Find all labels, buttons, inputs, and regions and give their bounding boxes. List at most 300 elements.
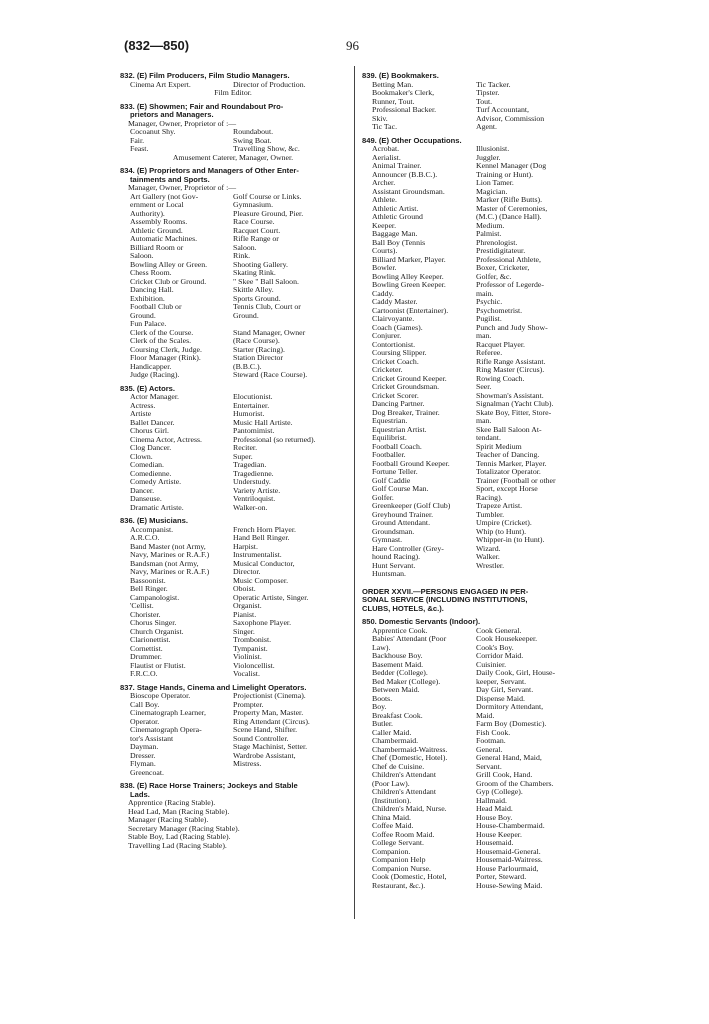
entry: Bowler. xyxy=(372,263,397,272)
entry: Psychometrist. xyxy=(476,305,523,315)
entry: Flyman. xyxy=(130,759,156,768)
entry: Law). xyxy=(372,642,391,652)
entry: Pantomimist. xyxy=(233,426,275,435)
entry: Art Gallery (not Gov- xyxy=(130,191,199,201)
entry: Footman. xyxy=(476,736,506,745)
entry: Bioscope Operator. xyxy=(130,691,191,700)
entry: Chorus Singer. xyxy=(130,618,177,627)
entry: Hallmaid. xyxy=(476,795,507,805)
entry: Authority). xyxy=(130,208,165,218)
entry: " Skee " Ball Saloon. xyxy=(233,276,299,286)
entry: Fortune Teller. xyxy=(372,467,418,476)
entry: Groundsman. xyxy=(372,526,415,536)
section-heading-line: 834. (E) Proprietors and Managers of Other Enter- xyxy=(120,166,299,175)
entry: Golfer. xyxy=(372,492,394,502)
entry: Equilibrist. xyxy=(372,433,407,442)
entry: Projectionist (Cinema). xyxy=(233,691,306,700)
entry: Humorist. xyxy=(233,409,265,418)
entry: Cook's Boy. xyxy=(476,642,514,652)
entry: Spirit Medium xyxy=(476,441,522,451)
entry: Prestidigitateur. xyxy=(476,246,526,255)
entry: Chambermaid-Waitress. xyxy=(372,744,448,754)
entry: Dancing Partner. xyxy=(372,399,425,408)
entry xyxy=(233,769,346,778)
entry: Dispense Maid. xyxy=(476,693,525,703)
entry: French Horn Player. xyxy=(233,524,297,534)
section-heading xyxy=(120,103,346,120)
entry: ernment or Local xyxy=(130,200,184,209)
order-heading-line: SONAL SERVICE (INCLUDING INSTITUTIONS, xyxy=(362,595,528,604)
entry: Courts). xyxy=(372,246,398,255)
entry: Sport, except Horse xyxy=(476,484,538,493)
entry: Contortionist. xyxy=(372,339,416,349)
entry: Cricket Coach. xyxy=(372,356,419,366)
entry: General. xyxy=(476,744,503,754)
entry: Training or Hunt). xyxy=(476,169,534,179)
entry-line: Stable Boy, Lad (Racing Stable). xyxy=(128,832,231,841)
entry: Cartoonist (Entertainer). xyxy=(372,305,449,315)
entry: Actress. xyxy=(130,400,156,410)
entry: Betting Man. xyxy=(372,79,414,89)
entry: Chef (Domestic, Hotel). xyxy=(372,753,448,762)
entry: Master of Ceremonies, xyxy=(476,203,548,213)
entry: Dancing Hall. xyxy=(130,285,174,294)
entry: Children's Attendant xyxy=(372,770,436,779)
entry: Runner, Tout. xyxy=(372,96,415,106)
entry xyxy=(476,570,590,579)
entry: Companion Nurse. xyxy=(372,863,431,873)
entry: Psychic. xyxy=(476,297,503,306)
entry: Steward (Race Course). xyxy=(233,370,308,379)
entry: Day Girl, Servant. xyxy=(476,685,534,694)
entry: Bowling Green Keeper. xyxy=(372,280,446,289)
entry: Wizard. xyxy=(476,543,501,553)
entry: Dormitory Attendant, xyxy=(476,702,544,711)
entry: Rifle Range Assistant. xyxy=(476,356,546,366)
entry-grid xyxy=(362,627,590,891)
entry: Director. xyxy=(233,567,261,576)
entry: Caller Maid. xyxy=(372,727,412,737)
entry: Tic Tacker. xyxy=(476,79,511,89)
entry: Palmist. xyxy=(476,229,502,238)
entry: Animal Trainer. xyxy=(372,161,422,170)
entry: Tragedian. xyxy=(233,460,267,469)
entry: Navy, Marines or R.A.F.) xyxy=(130,550,210,559)
entry-grid xyxy=(120,526,346,679)
entry: Greyhound Trainer. xyxy=(372,509,434,519)
entry: House Keeper. xyxy=(476,829,522,839)
page-header xyxy=(124,38,594,56)
entry: Clog Dancer. xyxy=(130,443,172,452)
entry: Bowling Alley or Green. xyxy=(130,259,208,269)
entry: Baggage Man. xyxy=(372,229,418,238)
section-heading xyxy=(120,782,346,799)
entry: Feast. xyxy=(130,144,149,153)
section-heading-line: 837. Stage Hands, Cinema and Limelight Operators. xyxy=(120,682,307,692)
entry: Kennel Manager (Dog xyxy=(476,161,547,170)
entry: Shooting Gallery. xyxy=(233,259,288,269)
section-heading-line: tainments and Sports. xyxy=(130,174,210,184)
entry: Bowling Alley Keeper. xyxy=(372,271,444,281)
entry-line: Amusement Caterer, Manager, Owner. xyxy=(172,152,294,162)
entry: Walker. xyxy=(476,552,500,561)
section-heading-line: 850. Domestic Servants (Indoor). xyxy=(362,617,481,626)
entry: Gymnast. xyxy=(372,535,403,544)
entry: Farm Boy (Domestic). xyxy=(476,719,547,728)
section-heading-line: 832. (E) Film Producers, Film Studio Managers. xyxy=(120,71,290,80)
entry: Rifle Range or xyxy=(233,234,279,243)
entry: Daily Cook, Girl, House- xyxy=(476,668,556,677)
entry: Boy. xyxy=(372,702,387,711)
section-heading xyxy=(120,167,346,184)
entry: Cinema Actor, Actress. xyxy=(130,434,203,444)
entry: Tennis Club, Court or xyxy=(233,302,301,311)
entry: Director of Production. xyxy=(233,79,306,89)
entry: Bed Maker (College). xyxy=(372,676,441,686)
entry: Golf Course Man. xyxy=(372,484,429,493)
section-heading-line: 839. (E) Bookmakers. xyxy=(362,71,439,80)
entry: Comedienne. xyxy=(130,468,172,478)
entry: Prompter. xyxy=(233,699,264,709)
entry: Marker (Rifle Butts). xyxy=(476,195,543,204)
entry: Cinema Art Expert. xyxy=(130,79,191,89)
entry: Clown. xyxy=(130,451,153,461)
entry: Footballer. xyxy=(372,450,406,459)
entry: House Parlourmaid, xyxy=(476,863,539,873)
entry: Professor of Legerde- xyxy=(476,280,544,289)
entry: Variety Artiste. xyxy=(233,485,281,495)
entry: tendant. xyxy=(476,433,501,442)
entry: tor's Assistant xyxy=(130,733,174,743)
entry: Companion Help xyxy=(372,855,426,864)
entry: Racing). xyxy=(476,492,503,502)
entry: Chorister. xyxy=(130,609,161,619)
entry: Caddy. xyxy=(372,288,394,298)
entry: Floor Manager (Rink). xyxy=(130,353,201,362)
entry: Ground Attendant. xyxy=(372,518,431,527)
entry: Maid. xyxy=(476,710,495,720)
entry: Children's Maid, Nurse. xyxy=(372,804,447,813)
entry-line: Manager, Owner, Proprietor of :— xyxy=(128,118,237,128)
entry: Tout. xyxy=(476,96,493,106)
entry: Dog Breaker, Trainer. xyxy=(372,407,440,417)
entry: Fair. xyxy=(130,135,145,145)
entry: Racquet Court. xyxy=(233,225,281,235)
entry: Clarionettist. xyxy=(130,635,171,644)
entry: Advisor, Commission xyxy=(476,113,545,123)
entry: (B.B.C.). xyxy=(233,361,262,371)
entry: Companion. xyxy=(372,846,411,856)
entry: Aerialist. xyxy=(372,152,401,162)
entry: Assistant Groundsman. xyxy=(372,186,445,196)
entry: Starter (Racing). xyxy=(233,344,285,354)
entry: Race Course. xyxy=(233,217,275,226)
entry: Corridor Maid. xyxy=(476,651,524,660)
entry: man. xyxy=(476,331,492,340)
entry: Golf Caddie xyxy=(372,475,411,485)
entry: Skittle Alley. xyxy=(233,285,274,294)
entry: A.R.C.O. xyxy=(130,533,160,542)
entry: Signalman (Yacht Club). xyxy=(476,399,554,408)
entry: Billiard Marker, Player. xyxy=(372,254,446,264)
entry: Football Club or xyxy=(130,302,182,311)
right-column xyxy=(362,67,590,890)
entry: Ground. xyxy=(233,310,259,320)
entry: Rink. xyxy=(233,251,251,260)
entry: Clairvoyante. xyxy=(372,314,415,323)
left-column xyxy=(120,67,346,850)
entry: Property Man, Master. xyxy=(233,708,304,717)
entry: Tic Tac. xyxy=(372,122,398,131)
entry: College Servant. xyxy=(372,838,424,847)
entry-grid xyxy=(120,128,346,154)
entry: Keeper. xyxy=(372,220,397,230)
entry: Football Coach. xyxy=(372,441,422,451)
entry: Trombonist. xyxy=(233,635,272,644)
entry: Skee Ball Saloon At- xyxy=(476,424,542,434)
entry: Accompanist. xyxy=(130,524,174,534)
entry-grid xyxy=(120,393,346,512)
column-divider xyxy=(354,66,355,919)
entry: Call Boy. xyxy=(130,699,160,709)
entry: Wardrobe Assistant, xyxy=(233,750,296,760)
entry: Violinist. xyxy=(233,652,262,661)
entry: Fish Cook. xyxy=(476,727,511,737)
entry: Housemaid-Waitress. xyxy=(476,855,543,864)
entry-grid xyxy=(362,81,590,132)
entry: F.R.C.O. xyxy=(130,669,158,678)
entry: Tennis Marker, Player. xyxy=(476,458,547,468)
entry: Mistress. xyxy=(233,759,262,768)
entry: man. xyxy=(476,416,492,425)
entry: Greencoat. xyxy=(130,767,164,777)
entry: Totalizator Operator. xyxy=(476,467,541,476)
entry: Music Hall Artiste. xyxy=(233,417,293,427)
entry: main. xyxy=(476,288,494,298)
entry: Professional Athlete, xyxy=(476,254,541,264)
entry: Skating Rink. xyxy=(233,268,276,277)
entry: Musical Conductor, xyxy=(233,558,295,568)
entry: Servant. xyxy=(476,761,502,771)
entry: Navy, Marines or R.A.F.) xyxy=(130,567,210,576)
entry: Artiste xyxy=(130,409,152,418)
entry: Cocoanut Shy. xyxy=(130,127,176,136)
entry: Super. xyxy=(233,451,253,461)
entry: Cornettist. xyxy=(130,643,163,653)
entry: Restaurant, &c.). xyxy=(372,880,426,890)
entry: Fun Palace. xyxy=(130,319,167,328)
entry: Grill Cook, Hand. xyxy=(476,770,533,779)
entry: Trapeze Artist. xyxy=(476,501,523,510)
entry: Actor Manager. xyxy=(130,392,179,401)
entry: Band Master (not Army, xyxy=(130,541,206,551)
entry: Walker-on. xyxy=(233,502,268,512)
entry: Operator. xyxy=(130,716,160,726)
entry: Children's Attendant xyxy=(372,787,436,796)
entry: Pianist. xyxy=(233,609,257,619)
entry: Pleasure Ground, Pier. xyxy=(233,208,304,218)
entry: Ball Boy (Tennis xyxy=(372,237,426,247)
entry: Ventriloquist. xyxy=(233,494,276,503)
section-heading-line: 836. (E) Musicians. xyxy=(120,516,188,525)
entry: Cuisinier. xyxy=(476,659,507,669)
entry: Judge (Racing). xyxy=(130,370,180,379)
entry: Head Maid. xyxy=(476,804,513,813)
entry: Campanologist. xyxy=(130,592,180,602)
entry: Boots. xyxy=(372,693,393,703)
entry: Tragedienne. xyxy=(233,468,274,478)
entry: keeper, Servant. xyxy=(476,676,527,686)
entry: Station Director xyxy=(233,353,284,362)
entry: General Hand, Maid, xyxy=(476,753,542,762)
entry: Vocalist. xyxy=(233,669,260,678)
entry: House Boy. xyxy=(476,812,513,822)
entry: Clerk of the Scales. xyxy=(130,336,192,345)
section-heading-line: 833. (E) Showmen; Fair and Roundabout Pro- xyxy=(120,101,284,111)
entry-line: Head Lad, Man (Racing Stable). xyxy=(128,806,230,816)
entry: Agent. xyxy=(476,122,498,131)
entry: Music Composer. xyxy=(233,575,289,585)
entry: Bell Ringer. xyxy=(130,584,168,593)
entry: Boxer, Cricketer, xyxy=(476,263,530,272)
entry: (Institution). xyxy=(372,795,412,805)
entry: Hunt Servant. xyxy=(372,560,416,570)
entry: Professional (so returned). xyxy=(233,434,316,444)
entry: Professional Backer. xyxy=(372,105,437,114)
entry: Hand Bell Ringer. xyxy=(233,533,290,542)
entry: Lion Tamer. xyxy=(476,178,514,187)
entry: Rowing Coach. xyxy=(476,373,525,383)
entry: 'Cellist. xyxy=(130,601,154,610)
entry: Instrumentalist. xyxy=(233,550,282,559)
entry: Operatic Artiste, Singer. xyxy=(233,592,309,602)
entry: Phrenologist. xyxy=(476,237,518,247)
entry: Comedy Artiste. xyxy=(130,477,182,486)
entry: Harpist. xyxy=(233,541,258,551)
entry: Tumbler. xyxy=(476,509,505,519)
entry: Backhouse Boy. xyxy=(372,651,423,660)
entry: Porter, Steward. xyxy=(476,872,527,881)
entry: Chess Room. xyxy=(130,268,172,277)
entry: Stage Machinist, Setter. xyxy=(233,742,308,751)
entry: Athletic Ground. xyxy=(130,225,183,235)
entry: (M.C.) (Dance Hall). xyxy=(476,212,542,221)
entry: Equestrian. xyxy=(372,416,408,425)
entry: Bassoonist. xyxy=(130,575,166,585)
entry: Equestrian Artist. xyxy=(372,424,427,434)
entry: Saxophone Player. xyxy=(233,618,292,627)
order-heading-line: CLUBS, HOTELS, &c.). xyxy=(362,603,444,613)
entry: Travelling Show, &c. xyxy=(233,144,300,153)
entry: Oboist. xyxy=(233,584,256,593)
entry: Ballet Dancer. xyxy=(130,417,175,427)
entry: Bedder (College). xyxy=(372,668,428,677)
entry: Gyp (College). xyxy=(476,787,523,796)
entry: Danseuse. xyxy=(130,494,162,503)
entry: Roundabout. xyxy=(233,127,274,136)
entry: Caddy Master. xyxy=(372,297,418,306)
entry: Stand Manager, Owner xyxy=(233,327,306,337)
page-number: 96 xyxy=(346,38,359,53)
entry: Chef de Cuisine. xyxy=(372,761,425,771)
entry: Butler. xyxy=(372,719,394,728)
entry: hound Racing). xyxy=(372,552,421,561)
section-heading-line: 835. (E) Actors. xyxy=(120,383,176,393)
entry: Elocutionist. xyxy=(233,392,273,401)
entry: Bandsman (not Army, xyxy=(130,558,199,568)
entry: Ground. xyxy=(130,310,156,320)
entry: Tympanist. xyxy=(233,643,268,653)
entry-line: Film Editor. xyxy=(214,88,252,97)
entry: Whip (to Hunt). xyxy=(476,526,527,536)
entry: Teacher of Dancing. xyxy=(476,450,540,459)
entry: Skate Boy, Fitter, Store- xyxy=(476,407,552,417)
entry: Huntsman. xyxy=(372,569,407,578)
section-heading-line: Lads. xyxy=(130,789,150,799)
entry: Coursing Slipper. xyxy=(372,348,427,357)
entry: Comedian. xyxy=(130,460,164,469)
entry: Coursing Clerk, Judge. xyxy=(130,344,202,354)
entry: Golfer, &c. xyxy=(476,271,512,281)
entry: Athletic Ground xyxy=(372,212,423,221)
entry-line: Travelling Lad (Racing Stable). xyxy=(128,840,227,850)
entry: Entertainer. xyxy=(233,400,270,410)
entry: Singer. xyxy=(233,626,255,636)
entry: Coach (Games). xyxy=(372,322,423,332)
entry: Drummer. xyxy=(130,652,162,661)
entry: Magician. xyxy=(476,186,508,196)
entry-line: Secretary Manager (Racing Stable). xyxy=(128,823,240,833)
entry: Trainer (Football or other xyxy=(476,475,556,485)
entry: Apprentice Cook. xyxy=(372,625,428,635)
entry: China Maid. xyxy=(372,812,411,822)
entry: Saloon. xyxy=(130,251,154,260)
section-heading-line: 849. (E) Other Occupations. xyxy=(362,135,462,145)
entry: Football Ground Keeper. xyxy=(372,458,450,468)
entry: Cook (Domestic, Hotel, xyxy=(372,872,447,881)
entry: Turf Accountant, xyxy=(476,105,529,114)
entry: Groom of the Chambers. xyxy=(476,778,554,788)
entry: House-Chambermaid. xyxy=(476,821,545,830)
entry: Seer. xyxy=(476,382,492,391)
entry-line: Apprentice (Racing Stable). xyxy=(128,798,216,807)
entry: Sound Controller. xyxy=(233,733,289,743)
entry: Conjurer. xyxy=(372,331,402,340)
entry: Pugilist. xyxy=(476,314,502,323)
entry: Tipster. xyxy=(476,88,500,97)
section-heading-line: 838. (E) Race Horse Trainers; Jockeys and Stable xyxy=(120,781,298,790)
entry: Dramatic Artiste. xyxy=(130,502,184,512)
entry-grid xyxy=(120,193,346,380)
entry: Between Maid. xyxy=(372,685,420,694)
entry: Cricket Groundsman. xyxy=(372,382,440,391)
entry: Saloon. xyxy=(233,242,257,252)
entry: Greenkeeper (Golf Club) xyxy=(372,501,451,510)
entry: Dancer. xyxy=(130,485,155,495)
entry: Ring Master (Circus). xyxy=(476,365,545,374)
entry: (Poor Law). xyxy=(372,778,410,788)
entry: Cricket Scorer. xyxy=(372,390,419,400)
entry: Cricket Ground Keeper. xyxy=(372,373,447,383)
entry: Athlete. xyxy=(372,195,397,204)
entry: Church Organist. xyxy=(130,626,184,636)
entry: Gymnasium. xyxy=(233,200,274,209)
entry-line: Manager, Owner, Proprietor of :— xyxy=(128,183,237,192)
entry: Punch and Judy Show- xyxy=(476,322,548,332)
entry: Acrobat. xyxy=(372,144,400,153)
entry: Breakfast Cook. xyxy=(372,710,423,720)
entry: Babies' Attendant (Poor xyxy=(372,634,447,643)
